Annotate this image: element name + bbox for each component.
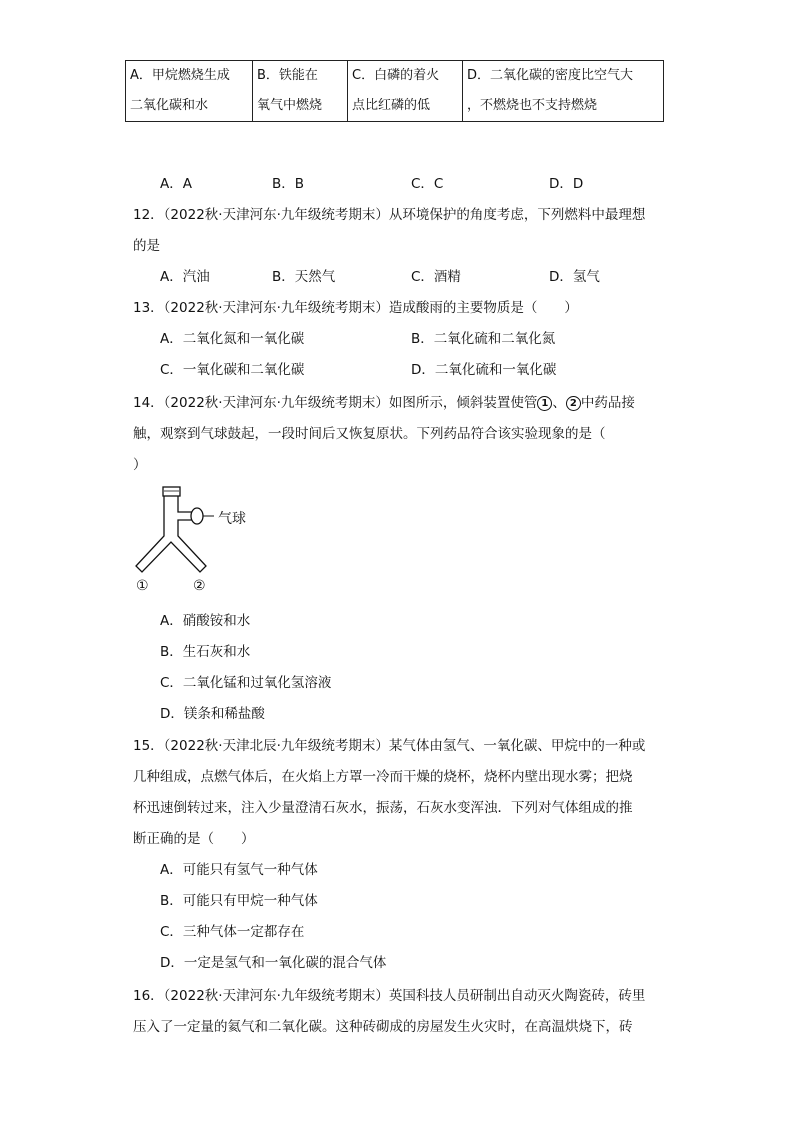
option-c: C．酒精 — [411, 269, 461, 285]
table-cell — [348, 61, 463, 122]
question-16-text: 压入了一定量的氦气和二氧化碳。这种砖砌成的房屋发生火灾时，在高温烘烧下，砖 — [133, 1019, 633, 1035]
option-c: C．二氧化锰和过氧化氢溶液 — [160, 675, 332, 691]
question-15-text: 杯迅速倒转过来，注入少量澄清石灰水，振荡，石灰水变浑浊．下列对气体组成的推 — [133, 800, 633, 816]
option-b: B．生石灰和水 — [160, 644, 251, 660]
option-a: A．A — [160, 176, 192, 192]
circled-number-2: 2 — [566, 396, 581, 411]
separator: 、 — [552, 395, 566, 411]
option-c: C．一氧化碳和二氧化碳 — [160, 362, 305, 378]
option-b: B．天然气 — [272, 269, 336, 285]
tube-outline — [136, 496, 206, 572]
question-15-text: 断正确的是（ ） — [133, 831, 255, 847]
table-cell — [253, 61, 348, 122]
cell-line: 氧气中燃烧 — [257, 98, 323, 113]
option-d: D．二氧化硫和一氧化碳 — [411, 362, 557, 378]
question-14-text: 触，观察到气球鼓起，一段时间后又恢复原状。下列药品符合该实验现象的是（ — [133, 426, 606, 442]
question-15-text: 几种组成，点燃气体后，在火焰上方罩一冷而干燥的烧杯，烧杯内壁出现水雾；把烧 — [133, 769, 633, 785]
circled-number-1: 1 — [537, 396, 552, 411]
option-a: A．二氧化氮和一氧化碳 — [160, 331, 305, 347]
balloon — [191, 508, 203, 524]
option-d: D．D — [549, 176, 584, 192]
table-cell — [126, 61, 253, 122]
cell-line: D．二氧化碳的密度比空气大 — [467, 68, 634, 83]
option-b: B．二氧化硫和二氧化氮 — [411, 331, 556, 347]
cell-line: A．甲烷燃烧生成 — [130, 68, 230, 83]
question-15-text: 15．（2022秋·天津北辰·九年级统考期末）某气体由氢气、一氧化碳、甲烷中的一种或 — [133, 738, 646, 754]
question-14-text: ） — [133, 457, 147, 473]
option-a: A．可能只有氢气一种气体 — [160, 862, 318, 878]
option-c: C．C — [411, 176, 444, 192]
question-12-text: 12．（2022秋·天津河东·九年级统考期末）从环境保护的角度考虑，下列燃料中最理想 — [133, 207, 646, 223]
options-table — [125, 60, 664, 122]
cell-line: 点比红磷的低 — [352, 98, 431, 113]
cell-line: B．铁能在 — [257, 68, 318, 83]
option-d: D．镁条和稀盐酸 — [160, 706, 265, 722]
cell-line: ，不燃烧也不支持燃烧 — [467, 98, 598, 113]
option-b: B．可能只有甲烷一种气体 — [160, 893, 318, 909]
option-d: D．氢气 — [549, 269, 600, 285]
cell-line: C．白磷的着火 — [352, 68, 440, 83]
question-14-text — [133, 391, 635, 411]
question-13-text: 13．（2022秋·天津河东·九年级统考期末）造成酸雨的主要物质是（ ） — [133, 300, 578, 316]
tube-2-label: ② — [193, 578, 206, 594]
question-12-text: 的是 — [133, 238, 160, 254]
stopper — [163, 487, 180, 496]
question-16-text: 16．（2022秋·天津河东·九年级统考期末）英国科技人员研制出自动灭火陶瓷砖，砖里 — [133, 988, 646, 1004]
option-c: C．三种气体一定都存在 — [160, 924, 305, 940]
balloon-label: 气球 — [218, 511, 246, 527]
question-text: 14．（2022秋·天津河东·九年级统考期末）如图所示，倾斜装置使管 — [133, 395, 538, 411]
tube-1-label: ① — [136, 578, 149, 594]
question-text: 中药品接 — [580, 395, 635, 411]
option-a: A．汽油 — [160, 269, 210, 285]
option-a: A．硝酸铵和水 — [160, 613, 251, 629]
option-d: D．一定是氢气和一氧化碳的混合气体 — [160, 955, 387, 971]
cell-line: 二氧化碳和水 — [130, 98, 209, 113]
table-cell — [463, 61, 664, 122]
option-b: B．B — [272, 176, 305, 192]
